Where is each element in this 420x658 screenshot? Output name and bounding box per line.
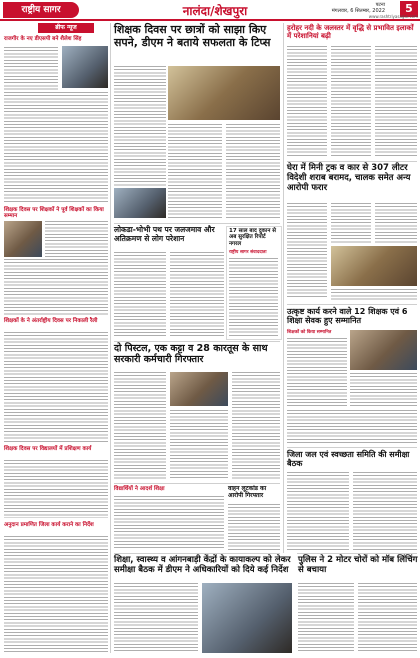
loot-body [228,504,280,550]
lead-body-col-1 [114,66,166,186]
brief-5-body [4,536,108,652]
sanitation-body-2 [353,472,417,550]
page-number: 5 [400,1,418,17]
lead-body-col-2 [168,124,222,220]
low-rule [114,483,280,484]
side-story-body [229,258,278,336]
lead-photo [168,66,280,120]
honour-body-2 [350,373,417,408]
road-headline: लोकडा-भोभी पथ पर जलजमाव और अतिक्रमण से लोग परेशान [114,225,215,243]
edition-title: नालंदा/शेखपुरा [182,4,248,18]
brief-4-title: शिक्षक दिवस पर विद्यालयों में प्रशिक्षण कार्य [4,446,92,452]
sanitation-headline: जिला जल एवं स्वच्छता समिति की समीक्षा बैठक [287,450,410,469]
liquor-body-4 [331,289,417,301]
river-body-3 [375,46,417,158]
newspaper-logo: राष्ट्रीय सागर [3,2,79,18]
river-body-1 [287,46,327,158]
river-body-2 [331,46,371,158]
right-rule-3 [287,447,417,448]
students-headline: विद्यार्थियों ने आदर्श शिक्षा [114,486,165,492]
arrest-headline: दो पिस्टल, एक कट्टा व 28 कारतूस के साथ सरकारी कर्मचारी गिरफ्तार [114,343,268,365]
column-divider-left [110,23,111,653]
teachers-honour-photo [350,330,417,370]
liquor-photo [331,246,417,286]
mid-rule [114,341,280,342]
brief-1-body [4,47,58,91]
teachers-honour-tag: शिक्षकों को किया सम्मानित [287,330,332,335]
masthead-meta [330,2,385,14]
arrest-body-1 [114,372,166,480]
teachers-honour-headline: उत्कृष्ट कार्य करने वाले 12 शिक्षक एवं 6 शिक्षा सेवक हुए सम्मानित [287,307,408,326]
bottom-rule [114,553,280,554]
side-story-headline: 17 साल बाद दुकान से अब सुरक्षित रिपोर्ट नगरल [229,228,277,247]
mob-body-1 [298,583,354,653]
brief-1-photo [62,46,108,88]
column-divider-right [283,23,284,553]
lead-body-col-3 [226,124,280,220]
brief-4-body [4,460,108,518]
honour-body-3 [287,410,417,444]
arrest-photo [170,372,228,406]
right-rule-2 [287,304,417,305]
right-rule-4 [297,553,417,554]
lead-photo-2 [114,188,166,218]
road-body-1 [114,252,166,338]
lead-headline: शिक्षक दिवस पर छात्रों को साझा किए सपने, डीएम ने बताये सफलता के टिप्स [114,23,271,49]
lead-rule [114,223,280,224]
date-label: मंगलवार, 6 सितम्बर, 2022 [331,8,385,14]
road-body-2 [170,252,224,338]
river-headline: हरोहर नदी के जलस्तर में वृद्धि से प्रभावित इलाकों में परेशानियां बढ़ी [287,24,414,41]
review-body-1 [114,583,198,653]
brief-2-title: शिक्षक दिवस पर शिक्षकों ने पूर्व शिक्षकों का किया सम्मान [4,207,104,220]
liquor-headline: घेरा में मिनी ट्रक व कार से 307 लीटर विदेशी शराब बरामद, चालक समेत अन्य आरोपी फरार [287,163,411,193]
brief-2-body-cont [4,259,108,315]
brief-news-tag: ब्रीफ न्यूज [38,23,94,33]
arrest-body-2 [170,410,228,480]
masthead [0,0,420,20]
brief-3-title: शिक्षकों के ने अंतर्राष्ट्रीय दिवस पर निकाली रैली [4,318,98,324]
brief-1-body-cont [4,92,108,202]
honour-body-1 [287,338,347,408]
brief-3-body [4,332,108,442]
side-story-byline: राष्ट्रीय सागर संवाददाता [229,250,267,255]
arrest-body-3 [232,372,280,480]
loot-headline: वाहन लूटकांड का आरोपी गिरफ्तार [228,485,267,499]
brief-1-title: राजगीर के नए डीएसपी बने शैलेश सिंह [4,36,82,42]
city-label: पटना [375,2,385,8]
brief-2-body [45,221,108,257]
brief-5-title: अनुदान प्रमाणित जिला कार्य कराने का निर्देश [4,522,94,528]
sanitation-body-1 [287,472,349,550]
liquor-body-1 [287,203,327,299]
liquor-body-2 [331,203,371,243]
mob-body-2 [358,583,417,653]
students-body [114,496,224,550]
brief-2-photo [4,221,42,257]
liquor-body-3 [375,203,417,243]
masthead-rule [0,19,420,21]
review-meeting-headline: शिक्षा, स्वास्थ्य व आंगनबाड़ी केंद्रों के कायाकल्प को लेकर समीक्षा बैठक में डीएम ने अधिकारियों को दिये कई निर्देश [114,555,291,575]
review-meeting-photo [202,583,292,653]
mob-lynching-headline: पुलिस ने 2 मोटर चोरों को मॉब लिंचिंग से बचाया [298,555,418,575]
right-rule-1 [287,161,417,162]
website-url: www.rashtriyasagar.com [368,14,418,19]
